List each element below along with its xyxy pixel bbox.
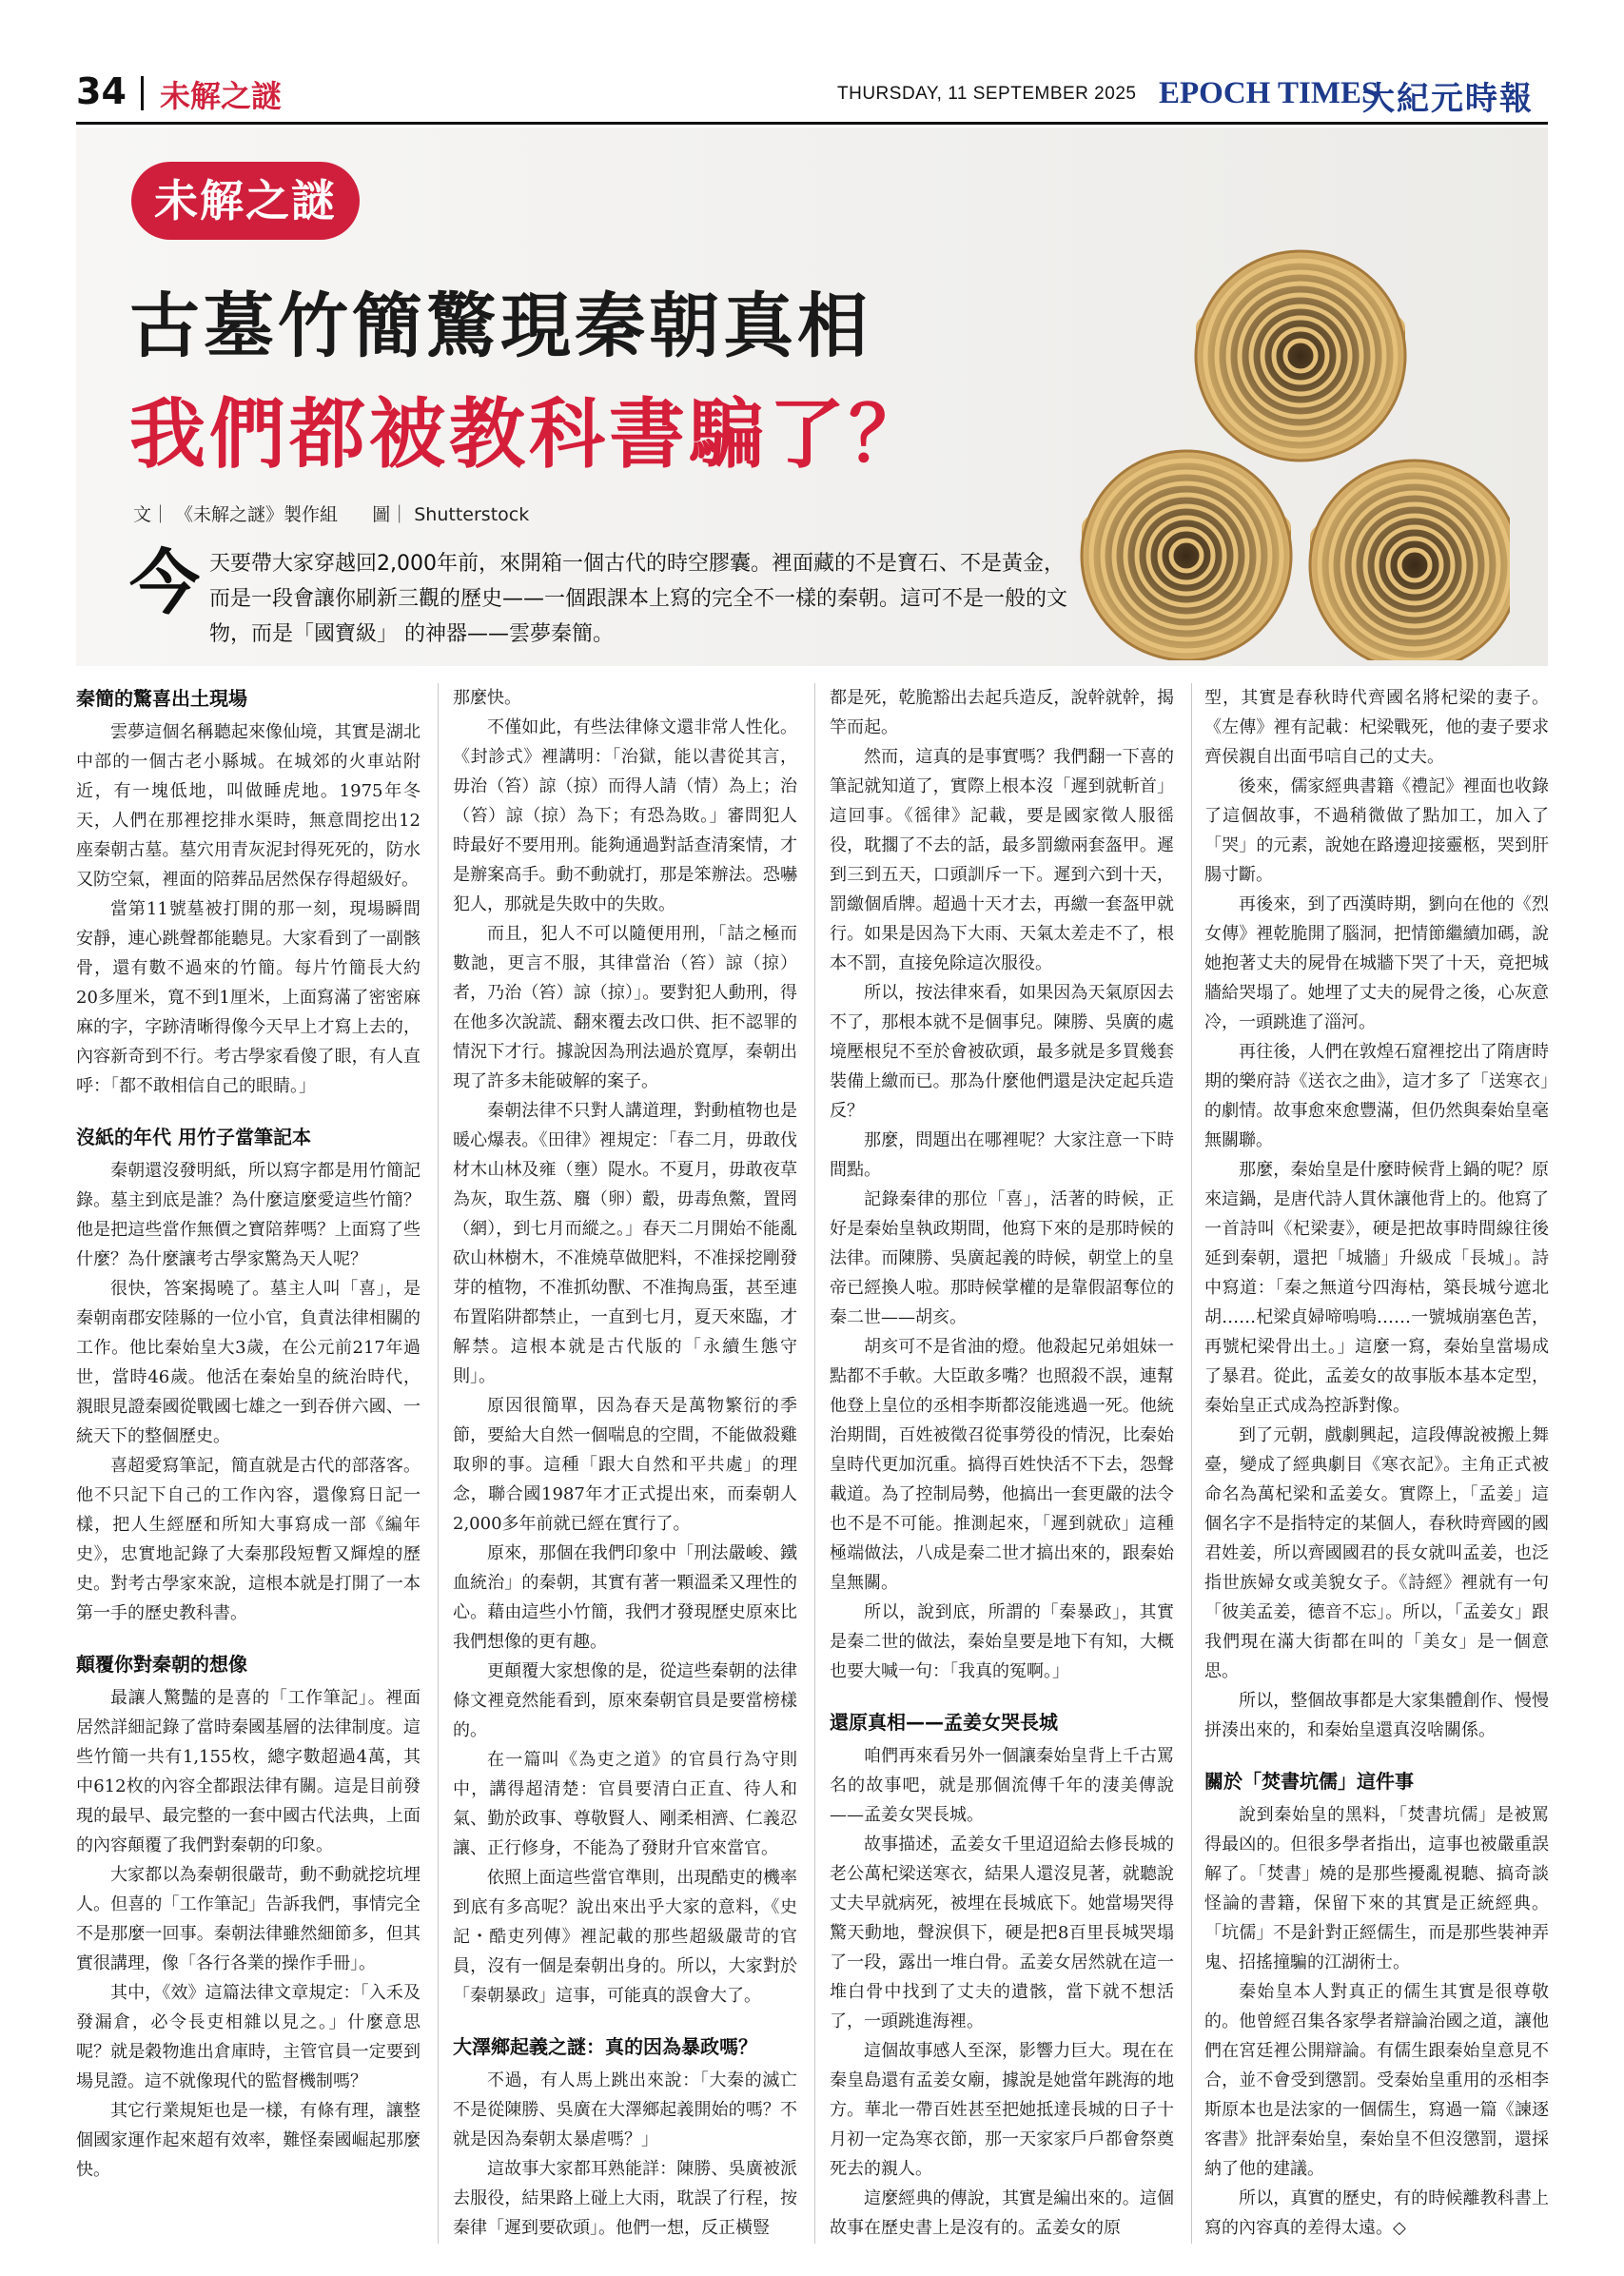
paragraph: 咱們再來看另外一個讓秦始皇背上千古罵名的故事吧，就是那個流傳千年的淒美傳說——孟姜女哭長城。 bbox=[830, 1746, 1174, 1825]
bamboo-roll bbox=[1196, 251, 1405, 461]
paragraph: 這麼經典的傳說，其實是編出來的。這個故事在歷史書上是沒有的。孟姜女的原 bbox=[830, 2188, 1174, 2238]
article-column-2 bbox=[453, 683, 797, 2244]
paragraph: 更顛覆大家想像的是，從這些秦朝的法律條文裡竟然能看到，原來秦朝官員是要當榜樣的。 bbox=[453, 1661, 797, 1740]
byline-author: 《未解之謎》製作組 bbox=[175, 504, 339, 525]
drop-cap: 今 bbox=[129, 542, 200, 624]
article-column-3 bbox=[830, 683, 1174, 2244]
byline-photo: Shutterstock bbox=[414, 504, 530, 525]
paragraph: 不僅如此，有些法律條文還非常人性化。《封診式》裡講明：「治獄，能以書從其言，毋治（笞）諒（掠）而得人請（情）為上；治（笞）諒（掠）為下；有恐為敗。」審問犯人時最好不要用刑。能夠通過對話查清案情，才是辦案高手。動不動就打，那是笨辦法。恐嚇犯人，那就是失敗中的失敗。 bbox=[453, 717, 797, 914]
headline-line-2: 我們都被教科書騙了？ bbox=[129, 390, 929, 479]
article-column-4 bbox=[1204, 683, 1549, 2244]
subheading: 還原真相——孟姜女哭長城 bbox=[830, 1711, 1058, 1734]
byline bbox=[133, 500, 535, 526]
paragraph: 很快，答案揭曉了。墓主人叫「喜」，是秦朝南郡安陸縣的一位小官，負責法律相關的工作。他比秦始皇大3歲，在公元前217年過世，當時46歲。他活在秦始皇的統治時代，親眼見證秦國從戰國七雄之一到吞併六國、一統天下的整個歷史。 bbox=[76, 1279, 421, 1446]
masthead-rule bbox=[76, 122, 1548, 125]
paragraph: 都是死，乾脆豁出去起兵造反，說幹就幹，揭竿而起。 bbox=[830, 688, 1174, 737]
paragraph: 其中，《效》這篇法律文章規定：「入禾及發漏倉，必令長吏相雜以見之。」什麼意思呢？就是穀物進出倉庫時，主管官員一定要到場見證。這不就像現代的監督機制嗎？ bbox=[76, 1983, 421, 2091]
byline-photo-label: 圖｜ bbox=[372, 504, 409, 525]
paragraph: 雲夢這個名稱聽起來像仙境，其實是湖北中部的一個古老小縣城。在城郊的火車站附近，有一塊低地，叫做睡虎地。1975年冬天，人們在那裡挖排水渠時，無意間挖出12座秦朝古墓。墓穴用青灰泥封得死死的，防水又防空氣，裡面的陪葬品居然保存得超級好。 bbox=[76, 722, 421, 890]
paragraph: 秦朝還沒發明紙，所以寫字都是用竹簡記錄。墓主到底是誰？為什麼這麼愛這些竹簡？他是把這些當作無價之寶陪葬嗎？上面寫了些什麼？為什麼讓考古學家驚為天人呢？ bbox=[76, 1161, 421, 1269]
section-spacer bbox=[76, 1101, 421, 1122]
bamboo-scroll-stack-illustration bbox=[1015, 166, 1510, 660]
subheading: 沒紙的年代 用竹子當筆記本 bbox=[76, 1126, 311, 1148]
paragraph: 所以，整個故事都是大家集體創作、慢慢拼湊出來的，和秦始皇還真沒啥關係。 bbox=[1204, 1691, 1549, 1740]
headline-line-1: 古墓竹簡驚現秦朝真相 bbox=[129, 285, 871, 367]
paragraph: 所以，按法律來看，如果因為天氣原因去不了，那根本就不是個事兒。陳勝、吳廣的處境壓根兒不至於會被砍頭，最多就是多買幾套裝備上繳而已。那為什麼他們還是決定起兵造反？ bbox=[830, 983, 1174, 1121]
paragraph: 再往後，人們在敦煌石窟裡挖出了隋唐時期的樂府詩《送衣之曲》，這才多了「送寒衣」的劇情。故事愈來愈豐滿，但仍然與秦始皇毫無關聯。 bbox=[1204, 1042, 1549, 1150]
paragraph: 那麼，問題出在哪裡呢？大家注意一下時間點。 bbox=[830, 1130, 1174, 1180]
section-title: 未解之謎 bbox=[160, 78, 283, 114]
hero-banner bbox=[76, 128, 1548, 666]
paragraph: 胡亥可不是省油的燈。他殺起兄弟姐妹一點都不手軟。大臣敢多嘴？也照殺不誤，連幫他登上皇位的丞相李斯都沒能逃過一死。他統治期間，百姓被徵召從事勞役的情況，比秦始皇時代更加沉重。搞得百姓快活不下去，怨聲載道。為了控制局勢，他搞出一套更嚴的法令也不是不可能。推測起來，「遲到就砍」這種極端做法，八成是秦二世才搞出來的，跟秦始皇無關。 bbox=[830, 1337, 1174, 1593]
section-spacer bbox=[830, 1686, 1174, 1707]
subheading: 秦簡的驚喜出土現場 bbox=[76, 687, 247, 710]
paragraph: 所以，說到底，所謂的「秦暴政」，其實是秦二世的做法，秦始皇要是地下有知，大概也要大喊一句：「我真的冤啊。」 bbox=[830, 1602, 1174, 1681]
paragraph: 到了元朝，戲劇興起，這段傳說被搬上舞臺，變成了經典劇目《寒衣記》。主角正式被命名為萬杞梁和孟姜女。實際上，「孟姜」這個名字不是指特定的某個人，春秋時齊國的國君姓姜，所以齊國國君的長女就叫孟姜，也泛指世族婦女或美貌女子。《詩經》裡就有一句「彼美孟姜，德音不忘」。所以，「孟姜女」跟我們現在滿大街都在叫的「美女」是一個意思。 bbox=[1204, 1425, 1549, 1681]
column-divider bbox=[814, 683, 815, 2244]
column-divider bbox=[1191, 683, 1192, 2244]
lead-paragraph bbox=[129, 542, 1081, 652]
section-spacer bbox=[1204, 1745, 1549, 1766]
paragraph: 原因很簡單，因為春天是萬物繁衍的季節，要給大自然一個喘息的空間，不能做殺雞取卵的事。這種「跟大自然和平共處」的理念，聯合國1987年才正式提出來，而秦朝人2,000多年前就已經在實行了。 bbox=[453, 1396, 797, 1534]
subheading: 顛覆你對秦朝的想像 bbox=[76, 1653, 247, 1676]
column-divider bbox=[438, 683, 439, 2244]
section-spacer bbox=[76, 1628, 421, 1649]
article-column-1 bbox=[76, 683, 421, 2244]
paragraph: 大家都以為秦朝很嚴苛，動不動就挖坑埋人。但喜的「工作筆記」告訴我們，事情完全不是那麼一回事。秦朝法律雖然細節多，但其實很講理，像「各行各業的操作手冊」。 bbox=[76, 1865, 421, 1973]
issue-date: THURSDAY, 11 SEPTEMBER 2025 bbox=[837, 84, 1137, 104]
paragraph: 這故事大家都耳熟能詳：陳勝、吳廣被派去服役，結果路上碰上大雨，耽誤了行程，按秦律「遲到要砍頭」。他們一想，反正橫豎 bbox=[453, 2159, 797, 2238]
paragraph: 當第11號墓被打開的那一刻，現場瞬間安靜，連心跳聲都能聽見。大家看到了一副骸骨，還有數不過來的竹簡。每片竹簡長大約20多厘米，寬不到1厘米，上面寫滿了密密麻麻的字，字跡清晰得像今天早上才寫上去的，內容新奇到不行。考古學家看傻了眼，有人直呼：「都不敢相信自己的眼睛。」 bbox=[76, 899, 421, 1096]
paragraph: 所以，真實的歷史，有的時候離教科書上寫的內容真的差得太遠。◇ bbox=[1204, 2188, 1549, 2238]
bamboo-roll bbox=[1082, 451, 1291, 660]
subheading: 關於「焚書坑儒」這件事 bbox=[1204, 1770, 1414, 1793]
bamboo-roll bbox=[1310, 461, 1510, 660]
paragraph: 不過，有人馬上跳出來說：「大秦的滅亡不是從陳勝、吳廣在大澤鄉起義開始的嗎？不就是因為秦朝太暴虐嗎？」 bbox=[453, 2070, 797, 2149]
paragraph: 說到秦始皇的黑料，「焚書坑儒」是被罵得最凶的。但很多學者指出，這事也被嚴重誤解了。「焚書」燒的是那些擾亂視聽、搞奇談怪論的書籍，保留下來的其實是正統經典。「坑儒」不是針對正經儒生，而是那些裝神弄鬼、招搖撞騙的江湖術士。 bbox=[1204, 1805, 1549, 1972]
paragraph: 依照上面這些當官準則，出現酷吏的機率到底有多高呢？說出來出乎大家的意料，《史記・酷吏列傳》裡記載的那些超級嚴苛的官員，沒有一個是秦朝出身的。所以，大家對於「秦朝暴政」這事，可能真的誤會大了。 bbox=[453, 1868, 797, 2006]
paragraph: 再後來，到了西漢時期，劉向在他的《烈女傳》裡乾脆開了腦洞，把情節繼續加碼，說她抱著丈夫的屍骨在城牆下哭了十天，竟把城牆給哭塌了。她埋了丈夫的屍骨之後，心灰意冷，一頭跳進了淄河。 bbox=[1204, 894, 1549, 1032]
paragraph: 其它行業規矩也是一樣，有條有理，讓整個國家運作起來超有效率，難怪秦國崛起那麼快。 bbox=[76, 2101, 421, 2180]
paragraph: 原來，那個在我們印象中「刑法嚴峻、鐵血統治」的秦朝，其實有著一顆溫柔又理性的心。藉由這些小竹簡，我們才發現歷史原來比我們想像的更有趣。 bbox=[453, 1543, 797, 1652]
paragraph: 這個故事感人至深，影響力巨大。現在在秦皇島還有孟姜女廟，據說是她當年跳海的地方。華北一帶百姓甚至把她抵達長城的日子十月初一定為寒衣節，那一天家家戶戶都會祭奠死去的親人。 bbox=[830, 2041, 1174, 2179]
masthead-divider bbox=[141, 76, 144, 110]
paragraph: 故事描述，孟姜女千里迢迢給去修長城的老公萬杞梁送寒衣，結果人還沒見著，就聽說丈夫早就病死，被埋在長城底下。她當場哭得驚天動地，聲淚俱下，硬是把8百里長城哭塌了一段，露出一堆白骨。孟姜女居然就在這一堆白骨中找到了丈夫的遺骸，當下就不想活了，一頭跳進海裡。 bbox=[830, 1835, 1174, 2031]
lead-text: 天要帶大家穿越回2,000年前，來開箱一個古代的時空膠囊。裡面藏的不是寶石、不是黃金，而是一段會讓你刷新三觀的歷史——一個跟課本上寫的完全不一樣的秦朝。這可不是一般的文物，而是「國寶級」 的神器——雲夢秦簡。 bbox=[209, 552, 1068, 646]
page-number: 34 bbox=[76, 70, 127, 112]
section-spacer bbox=[453, 2011, 797, 2031]
paragraph: 記錄秦律的那位「喜」，活著的時候，正好是秦始皇執政期間，他寫下來的是那時候的法律。而陳勝、吳廣起義的時候，朝堂上的皇帝已經換人啦。那時候掌權的是靠假詔奪位的秦二世——胡亥。 bbox=[830, 1189, 1174, 1327]
paragraph: 然而，這真的是事實嗎？我們翻一下喜的筆記就知道了，實際上根本沒「遲到就斬首」這回事。《徭律》記載，要是國家徵人服徭役，耽擱了不去的話，最多罰繳兩套盔甲。遲到三到五天，口頭訓斥一下。遲到六到十天，罰繳個盾牌。超過十天才去，再繳一套盔甲就行。如果是因為下大雨、天氣太差走不了，根本不罰，直接免除這次服役。 bbox=[830, 747, 1174, 973]
logo-chinese: 大紀元時報 bbox=[1362, 80, 1534, 118]
paragraph: 秦始皇本人對真正的儒生其實是很尊敬的。他曾經召集各家學者辯論治國之道，讓他們在宮廷裡公開辯論。有儒生跟秦始皇意見不合，並不會受到懲罰。受秦始皇重用的丞相李斯原本也是法家的一個儒生，寫過一篇《諫逐客書》批評秦始皇，秦始皇不但沒懲罰，還採納了他的建議。 bbox=[1204, 1982, 1549, 2179]
paragraph: 那麼快。 bbox=[453, 688, 521, 708]
paragraph: 喜超愛寫筆記，簡直就是古代的部落客。他不只記下自己的工作內容，還像寫日記一樣，把人生經歷和所知大事寫成一部《編年史》，忠實地記錄了大秦那段短暫又輝煌的歷史。對考古學家來說，這根本就是打開了一本第一手的歷史教科書。 bbox=[76, 1456, 421, 1623]
logo-english: EPOCH TIMES bbox=[1159, 76, 1379, 110]
paragraph: 在一篇叫《為吏之道》的官員行為守則中，講得超清楚：官員要清白正直、待人和氣、勤於政事、尊敬賢人、剛柔相濟、仁義忍讓、正行修身，不能為了發財升官來當官。 bbox=[453, 1750, 797, 1858]
column-badge: 未解之謎 bbox=[131, 162, 360, 240]
paragraph: 最讓人驚豔的是喜的「工作筆記」。裡面居然詳細記錄了當時秦國基層的法律制度。這些竹簡一共有1,155枚，總字數超過4萬，其中612枚的內容全都跟法律有關。這是目前發現的最早、最完整的一套中國古代法典，上面的內容顛覆了我們對秦朝的印象。 bbox=[76, 1688, 421, 1855]
article-body bbox=[76, 683, 1548, 2244]
masthead bbox=[76, 67, 1548, 124]
paragraph: 那麼，秦始皇是什麼時候背上鍋的呢？原來這鍋，是唐代詩人貫休讓他背上的。他寫了一首詩叫《杞梁妻》，硬是把故事時間線往後延到秦朝，還把「城牆」升級成「長城」。詩中寫道：「秦之無道兮四海枯，築長城兮遮北胡……杞梁貞婦啼嗚嗚……一號城崩塞色苦，再號杞梁骨出土。」這麼一寫，秦始皇當場成了暴君。從此，孟姜女的故事版本基本定型，秦始皇正式成為控訴對像。 bbox=[1204, 1160, 1549, 1416]
paragraph: 秦朝法律不只對人講道理，對動植物也是暖心爆表。《田律》裡規定：「春二月，毋敢伐材木山林及雍（壅）隄水。不夏月，毋敢夜草為灰，取生荔、麛（卵）鷇，毋毒魚鱉，置罔（網），到七月而縱之。」春天二月開始不能亂砍山林樹木，不准燒草做肥料，不准採挖剛發芽的植物，不准抓幼獸、不准掏鳥蛋，甚至連布置陷阱都禁止，一直到七月，夏天來臨，才解禁。這根本就是古代版的「永續生態守則」。 bbox=[453, 1101, 797, 1386]
subheading: 大澤鄉起義之謎：真的因為暴政嗎？ bbox=[453, 2035, 757, 2058]
paragraph: 而且，犯人不可以隨便用刑，「詰之極而數訑，更言不服，其律當治（笞）諒（掠）者，乃治（笞）諒（掠）」。要對犯人動刑，得在他多次說謊、翻來覆去改口供、拒不認罪的情況下才行。據說因為刑法過於寬厚，秦朝出現了許多未能破解的案子。 bbox=[453, 924, 797, 1091]
paragraph: 型，其實是春秋時代齊國名將杞梁的妻子。《左傳》裡有記載：杞梁戰死，他的妻子要求齊侯親自出面弔唁自己的丈夫。 bbox=[1204, 688, 1549, 767]
byline-text-label: 文｜ bbox=[133, 504, 170, 525]
paragraph: 後來，儒家經典書籍《禮記》裡面也收錄了這個故事，不過稍微做了點加工，加入了「哭」的元素，說她在路邊迎接靈柩，哭到肝腸寸斷。 bbox=[1204, 776, 1549, 885]
